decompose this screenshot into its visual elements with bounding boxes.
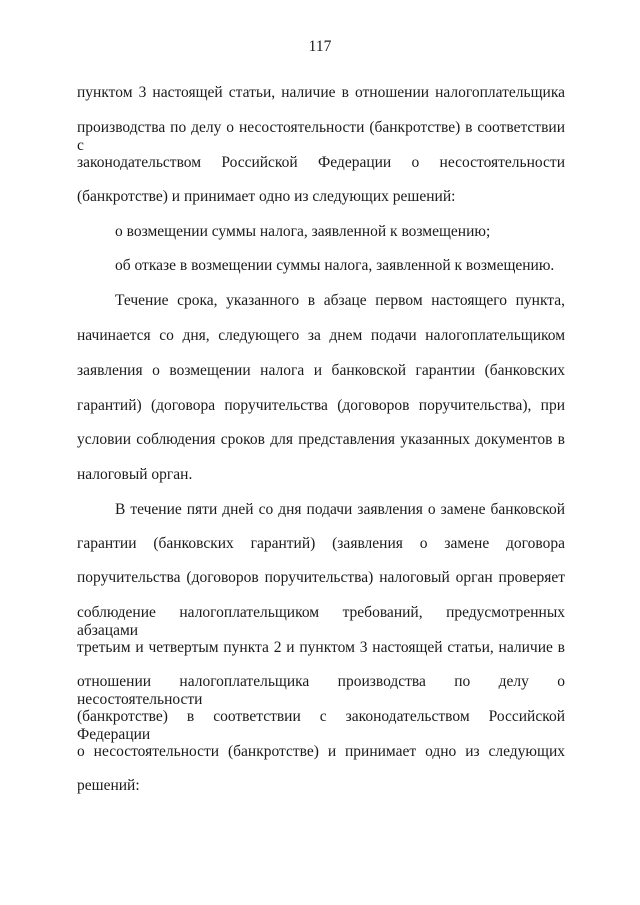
- text-line: третьим и четвертым пункта 2 и пунктом 3 настоящей статьи, наличие в: [77, 639, 565, 656]
- text-line: поручительства (договоров поручительства) налоговый орган проверяет: [77, 569, 565, 586]
- text-line: решений:: [77, 777, 140, 794]
- text-line: о несостоятельности (банкротстве) и принимает одно из следующих: [77, 743, 565, 760]
- text-line: отношении налогоплательщика производства по делу о несостоятельности: [77, 673, 565, 708]
- text-line: налоговый орган.: [77, 466, 193, 483]
- text-line: законодательством Российской Федерации о несостоятельности: [77, 154, 565, 171]
- page-number: 117: [308, 38, 332, 55]
- text-line: условии соблюдения сроков для представления указанных документов в: [77, 431, 565, 448]
- text-line: о возмещении суммы налога, заявленной к возмещению;: [115, 223, 491, 240]
- text-line: гарантий) (договора поручительства (договоров поручительства), при: [77, 397, 565, 414]
- text-line: гарантии (банковских гарантий) (заявления о замене договора: [77, 535, 565, 552]
- text-line: начинается со дня, следующего за днем подачи налогоплательщиком: [77, 327, 565, 344]
- text-line: Течение срока, указанного в абзаце первом настоящего пункта,: [115, 292, 565, 309]
- text-line: производства по делу о несостоятельности (банкротстве) в соответствии с: [77, 119, 565, 154]
- text-line: заявления о возмещении налога и банковской гарантии (банковских: [77, 362, 565, 379]
- text-line: пунктом 3 настоящей статьи, наличие в отношении налогоплательщика: [77, 84, 565, 101]
- text-line: (банкротстве) и принимает одно из следующих решений:: [77, 188, 456, 205]
- text-line: об отказе в возмещении суммы налога, заявленной к возмещению.: [115, 257, 555, 274]
- text-line: (банкротстве) в соответствии с законодательством Российской Федерации: [77, 708, 565, 743]
- text-line: В течение пяти дней со дня подачи заявления о замене банковской: [115, 501, 565, 518]
- text-line: соблюдение налогоплательщиком требований, предусмотренных абзацами: [77, 604, 565, 639]
